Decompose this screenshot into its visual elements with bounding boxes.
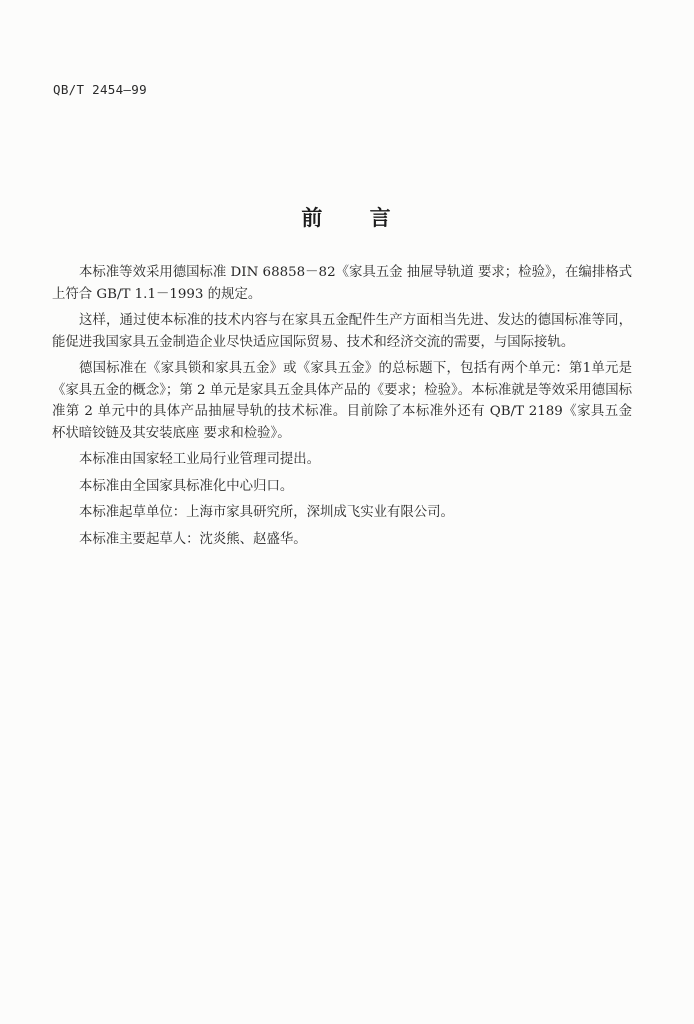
paragraph-proposed-by: 本标准由国家轻工业局行业管理司提出。 bbox=[79, 452, 321, 467]
paragraph-drafting-units: 本标准起草单位：上海市家具研究所，深圳成飞实业有限公司。 bbox=[79, 505, 454, 520]
standard-code: QB/T 2454—99 bbox=[53, 82, 147, 97]
preface-body bbox=[52, 262, 632, 555]
page-title: 前 言 bbox=[301, 205, 411, 230]
paragraph-purpose: 这样，通过使本标准的技术内容与在家具五金配件生产方面相当先进、发达的德国标准等同，能促进我国家具五金制造企业尽快适应国际贸易、技术和经济交流的需要，与国际接轨。 bbox=[52, 313, 632, 350]
paragraph-german-standard: 德国标准在《家具锁和家具五金》或《家具五金》的总标题下，包括有两个单元：第1单元是《家具五金的概念》；第 2 单元是家具五金具体产品的《要求；检验》。本标准就是等效采用德国标准第 2 单元中的具体产品抽屉导轨的技术标准。目前除了本标准外还有 QB/T 2189《家具五金 杯状暗铰链及其安装底座 要求和检验》。 bbox=[52, 361, 632, 441]
paragraph-adoption: 本标准等效采用德国标准 DIN 68858－82《家具五金 抽屉导轨道 要求；检验》，在编排格式上符合 GB/T 1.1－1993 的规定。 bbox=[52, 265, 632, 302]
paragraph-drafters: 本标准主要起草人：沈炎熊、赵盛华。 bbox=[79, 531, 307, 547]
paragraph-centralized-by: 本标准由全国家具标准化中心归口。 bbox=[79, 478, 294, 494]
